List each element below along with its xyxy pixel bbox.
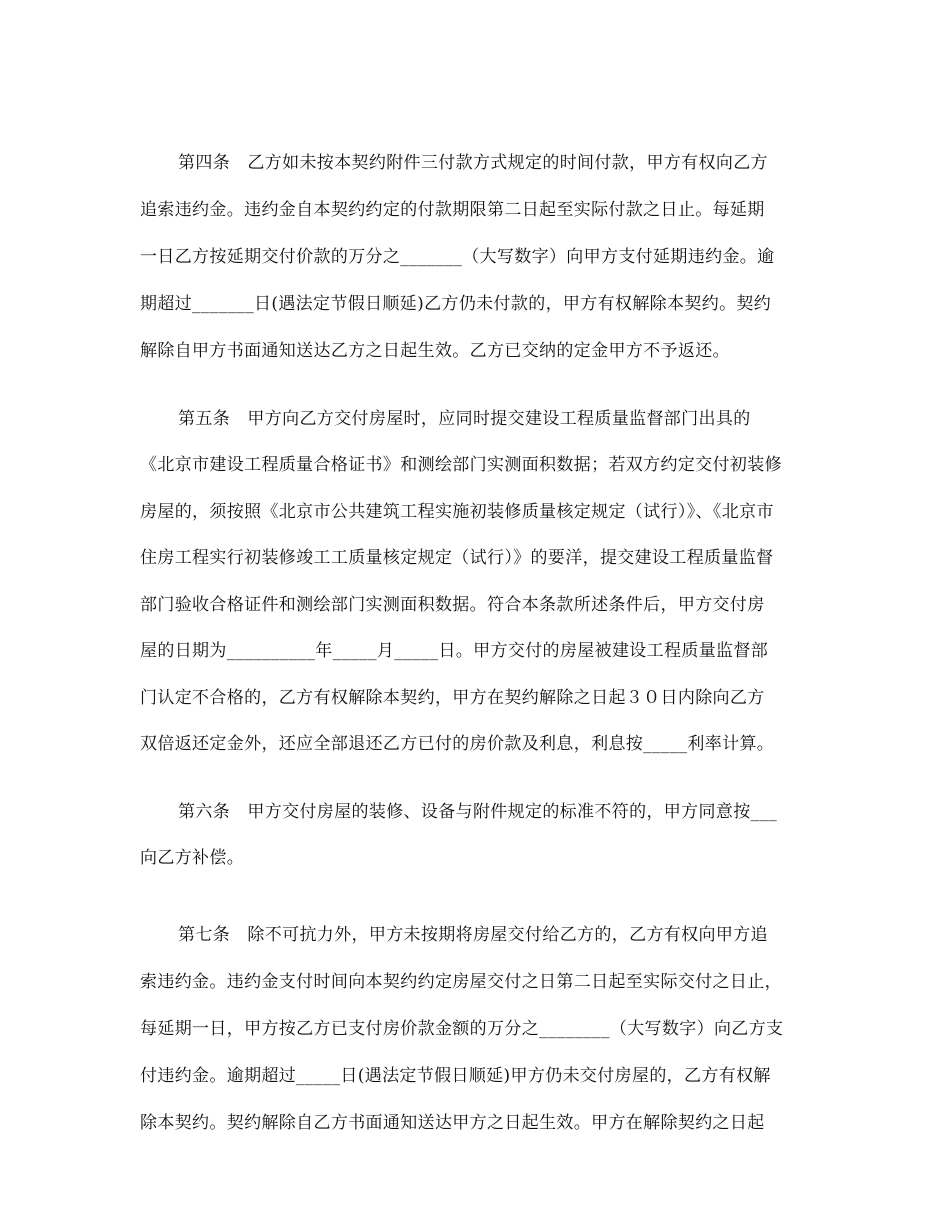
article-6-line-1: 第六条 甲方交付房屋的装修、设备与附件规定的标准不符的，甲方同意按___ (178, 802, 778, 822)
article-5-line-7: 门认定不合格的，乙方有权解除本契约，甲方在契约解除之日起３０日内除向乙方 (140, 688, 765, 708)
article-7-line-1: 第七条 除不可抗力外，甲方未按期将房屋交付给乙方的，乙方有权向甲方追 (178, 925, 768, 945)
article-7-line-3: 每延期一日，甲方按乙方已支付房价款金额的万分之________（大写数字）向乙方支 (140, 1019, 784, 1039)
article-4-line-4: 期超过_______日(遇法定节假日顺延)乙方仍未付款的，甲方有权解除本契约。契约 (140, 294, 772, 314)
article-5-line-5: 部门验收合格证件和测绘部门实测面积数据。符合本条款所述条件后，甲方交付房 (140, 595, 765, 615)
article-5-line-8: 双倍返还定金外，还应全部退还乙方已付的房价款及利息，利息按_____利率计算。 (140, 734, 775, 754)
article-5-line-1: 第五条 甲方向乙方交付房屋时，应同时提交建设工程质量监督部门出具的 (178, 409, 751, 429)
article-5-line-3: 房屋的，须按照《北京市公共建筑工程实施初装修质量核定规定（试行）》、《北京市 (140, 502, 774, 522)
article-5-line-2: 《北京市建设工程质量合格证书》和测绘部门实测面积数据；若双方约定交付初装修 (140, 455, 782, 475)
article-4-line-2: 追索违约金。违约金自本契约约定的付款期限第二日起至实际付款之日止。每延期 (140, 200, 765, 220)
article-5-line-6: 屋的日期为__________年_____月_____日。甲方交付的房屋被建设工程质量监督部 (140, 641, 769, 661)
article-7-line-2: 索违约金。违约金支付时间向本契约约定房屋交付之日第二日起至实际交付之日止， (140, 972, 782, 992)
article-4-line-5: 解除自甲方书面通知送达乙方之日起生效。乙方已交纳的定金甲方不予返还。 (140, 341, 730, 361)
article-6-line-2: 向乙方补偿。 (140, 848, 245, 868)
article-4-line-1: 第四条 乙方如未按本契约附件三付款方式规定的时间付款，甲方有权向乙方 (178, 153, 768, 173)
article-7-line-5: 除本契约。契约解除自乙方书面通知送达甲方之日起生效。甲方在解除契约之日起 (140, 1113, 765, 1133)
article-5-line-4: 住房工程实行初装修竣工工质量核定规定（试行）》的要洋，提交建设工程质量监督 (140, 548, 774, 568)
article-7-line-4: 付违约金。逾期超过_____日(遇法定节假日顺延)甲方仍未交付房屋的，乙方有权解 (140, 1066, 771, 1086)
article-4-line-3: 一日乙方按延期交付价款的万分之_______（大写数字）向甲方支付延期违约金。逾 (140, 247, 775, 267)
